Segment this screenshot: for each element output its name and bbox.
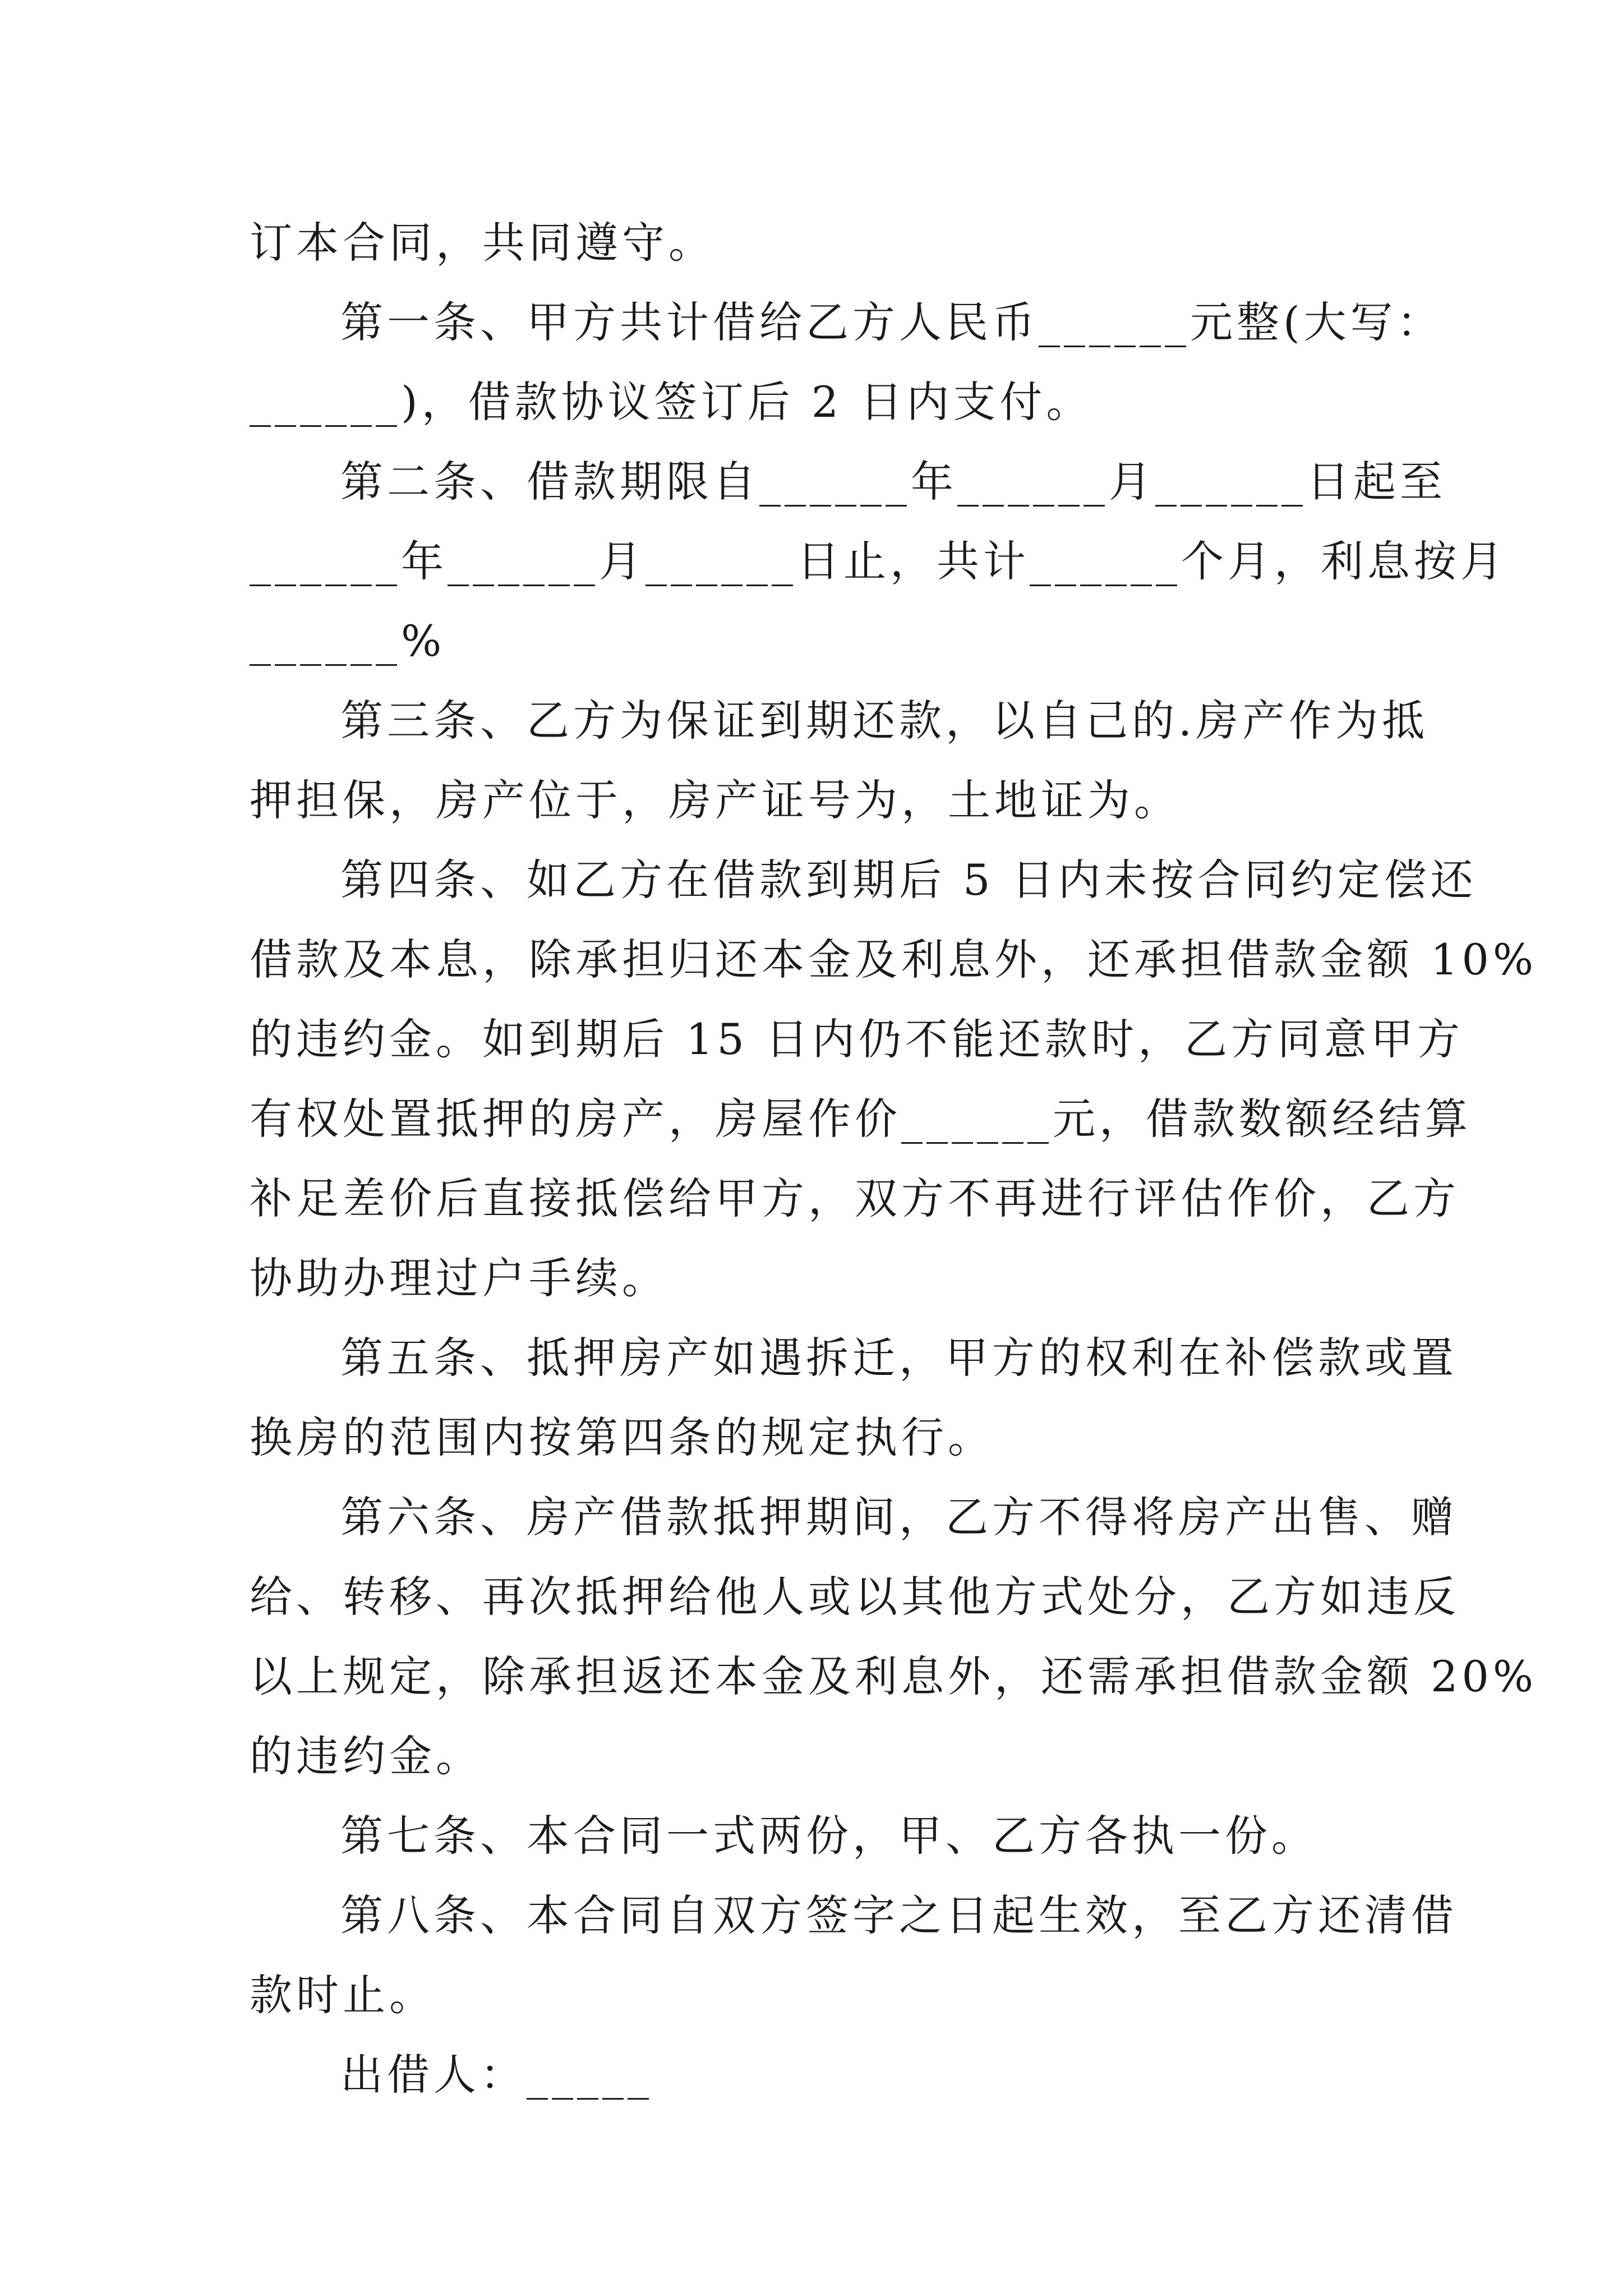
contract-line-article-4: 第四条、如乙方在借款到期后 5 日内未按合同约定偿还 bbox=[340, 855, 1477, 905]
contract-body bbox=[250, 203, 1538, 2115]
contract-line: ______% bbox=[250, 616, 446, 666]
contract-line-article-8: 第八条、本合同自双方签字之日起生效，至乙方还清借 bbox=[340, 1890, 1458, 1940]
contract-line: ______)，借款协议签订后 2 日内支付。 bbox=[250, 377, 1093, 427]
contract-line: 订本合同，共同遵守。 bbox=[250, 218, 715, 268]
contract-line-article-1: 第一条、甲方共计借给乙方人民币______元整(大写： bbox=[340, 297, 1444, 347]
contract-line: ______年______月______日止，共计______个月，利息按月 bbox=[250, 536, 1507, 586]
lender-signature-line: 出借人：_____ bbox=[340, 2050, 653, 2100]
contract-line-article-6: 第六条、房产借款抵押期间，乙方不得将房产出售、赠 bbox=[340, 1492, 1458, 1542]
contract-line: 有权处置抵押的房产，房屋作价______元，借款数额经结算 bbox=[250, 1094, 1472, 1144]
contract-line-article-7: 第七条、本合同一式两份，甲、乙方各执一份。 bbox=[340, 1811, 1318, 1861]
contract-line: 的违约金。如到期后 15 日内仍不能还款时，乙方同意甲方 bbox=[250, 1014, 1464, 1064]
contract-line: 协助办理过户手续。 bbox=[250, 1253, 668, 1303]
contract-line: 款时止。 bbox=[250, 1970, 436, 2020]
contract-line: 以上规定，除承担返还本金及利息外，还需承担借款金额 20% bbox=[250, 1651, 1538, 1701]
contract-line-article-2: 第二条、借款期限自______年______月______日起至 bbox=[340, 457, 1446, 507]
contract-line: 的违约金。 bbox=[250, 1731, 482, 1781]
contract-line-article-5: 第五条、抵押房产如遇拆迁，甲方的权利在补偿款或置 bbox=[340, 1333, 1458, 1383]
contract-line: 补足差价后直接抵偿给甲方，双方不再进行评估作价，乙方 bbox=[250, 1174, 1460, 1223]
contract-line: 给、转移、再次抵押给他人或以其他方式处分，乙方如违反 bbox=[250, 1572, 1460, 1622]
contract-line: 换房的范围内按第四条的规定执行。 bbox=[250, 1412, 994, 1462]
contract-line: 借款及本息，除承担归还本金及利息外，还承担借款金额 10% bbox=[250, 935, 1538, 984]
contract-line: 押担保，房产位于，房产证号为，土地证为。 bbox=[250, 775, 1181, 825]
contract-line-article-3: 第三条、乙方为保证到期还款，以自己的.房产作为抵 bbox=[340, 696, 1429, 746]
